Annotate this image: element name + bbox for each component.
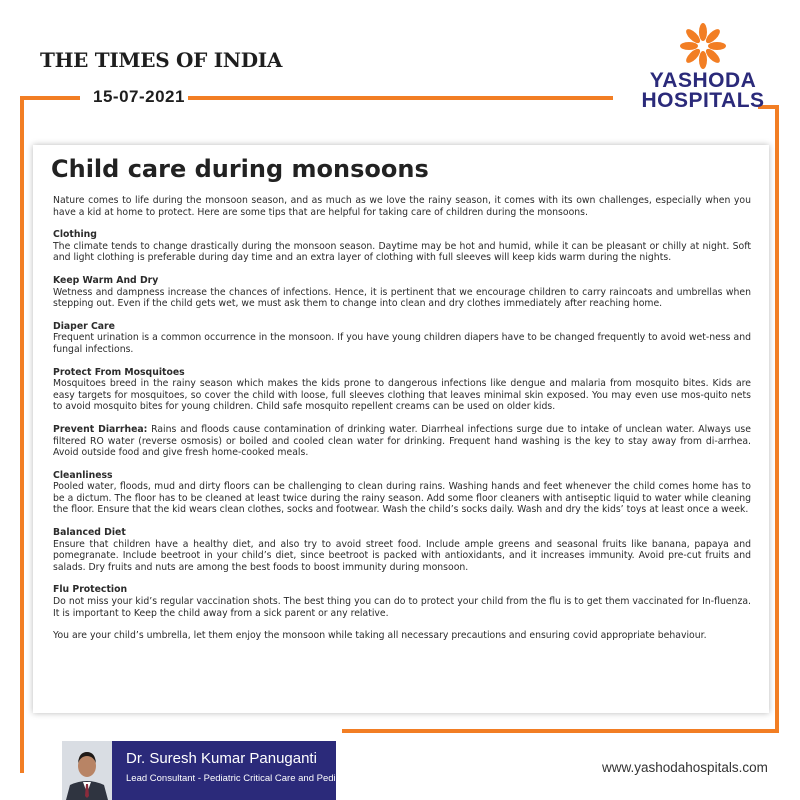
publication-date: 15-07-2021 — [93, 87, 185, 106]
section-text: Mosquitoes breed in the rainy season which makes the kids prone to dangerous infections like dengue and malaria from mosquito bites. Kids are easy targets for mosquitoes, so cover the child with loose, full sleeves clothing that leaves minimal skin exposed. You may even use mos-quito nets to avoid mosquito bites for young children. Child safe mosquito repellent creams can be used on older kids. — [53, 378, 751, 413]
section-heading: Balanced Diet — [53, 527, 126, 539]
article-body — [53, 195, 751, 653]
logo-text-yashoda: YASHODA — [649, 69, 757, 92]
section-text: Wetness and dampness increase the chances of infections. Hence, it is pertinent that we encourage children to carry raincoats and umbrellas when stepping out. Even if the child gets wet, we must ask them to change into clean and dry clothes immediately after reaching home. — [53, 286, 751, 310]
article-title: Child care during monsoons — [51, 155, 429, 183]
section-text: Frequent urination is a common occurrence in the monsoon. If you have young children diapers have to be changed frequently to avoid wet-ness and fungal infections. — [53, 332, 751, 355]
frame-border-left — [20, 96, 24, 773]
section-mosquitoes — [53, 367, 751, 413]
logo-text-hospitals: HOSPITALS — [641, 89, 765, 112]
website-link[interactable]: www.yashodahospitals.com — [602, 760, 768, 775]
section-heading: Diaper Care — [53, 320, 115, 332]
section-heading: Prevent Diarrhea: — [53, 423, 148, 435]
section-heading: Cleanliness — [53, 469, 113, 481]
doctor-banner — [62, 741, 359, 800]
frame-border-bottom — [342, 729, 779, 733]
section-keep-warm — [53, 275, 751, 310]
section-heading: Flu Protection — [53, 584, 128, 596]
section-cleanliness — [53, 470, 751, 516]
section-flu-protection — [53, 584, 751, 619]
article-intro: Nature comes to life during the monsoon season, and as much as we love the rainy season, it comes with its own challenges, especially when you have a kid at home to protect. Here are some tips that are helpful for taking care of children during the monsoons. — [53, 195, 751, 218]
frame-border-right — [775, 105, 779, 733]
article-closing: You are your child’s umbrella, let them enjoy the monsoon while taking all necessary precautions and ensuring covid appropriate behaviour. — [53, 630, 707, 642]
section-heading: Keep Warm And Dry — [53, 274, 159, 286]
doctor-role: Lead Consultant - Pediatric Critical Care and Pediatrics — [126, 773, 359, 784]
hospital-logo — [633, 22, 773, 112]
section-diarrhea — [53, 424, 751, 459]
section-heading: Clothing — [53, 229, 97, 241]
section-diaper-care — [53, 321, 751, 356]
article-card — [33, 145, 769, 713]
doctor-name: Dr. Suresh Kumar Panuganti — [126, 750, 317, 767]
section-text: Do not miss your kid’s regular vaccination shots. The best thing you can do to protect your child from the flu is to get them vaccinated for In-fluenza. It is important to Keep the child away from a sick parent or any relative. — [53, 596, 751, 619]
newspaper-masthead: THE TIMES OF INDIA — [40, 48, 283, 72]
section-balanced-diet — [53, 527, 751, 573]
section-text: Rains and floods cause contamination of drinking water. Diarrheal infections surge due to intake of unclean water. Always use filtered RO water (reverse osmosis) or boiled and cooled clean water for drinking. Frequent hand washing is the key to stay away from di-arrhea. Avoid outside food and give fresh home-cooked meals. — [53, 423, 751, 459]
section-text: Pooled water, floods, mud and dirty floors can be challenging to clean during rains. Washing hands and feet whenever the child comes home has to be a dictum. The floor has to be cleaned at least twice during the rainy season. Add some floor cleaners with antiseptic liquid to water while cleaning the floor. Ensure that the kid wears clean clothes, socks and footwear. Wash the child’s socks daily. Wash and dry the kids’ toys at least once a week. — [53, 481, 751, 516]
section-heading: Protect From Mosquitoes — [53, 366, 185, 378]
frame-border-top-left — [20, 96, 80, 100]
section-text: The climate tends to change drastically during the monsoon season. Daytime may be hot and humid, while it can be pleasant or chilly at night. Soft and light clothing is preferable during day time and an extra layer of clothing with full sleeves will keep kids warm during the nights. — [53, 240, 751, 264]
section-clothing — [53, 229, 751, 264]
section-text: Ensure that children have a healthy diet, and also try to avoid street food. Include ample greens and seasonal fruits like banana, papaya and pomegranate. Include beetroot in your child’s diet, since beetroot is packed with antioxidants, and it increases immunity. Avoid pre-cut fruits and salads. Dry fruits and nuts are among the best foods to boost immunity during monsoon. — [53, 538, 751, 573]
flower-logo-icon — [678, 22, 728, 70]
frame-border-top — [188, 96, 613, 100]
doctor-photo — [62, 741, 112, 800]
